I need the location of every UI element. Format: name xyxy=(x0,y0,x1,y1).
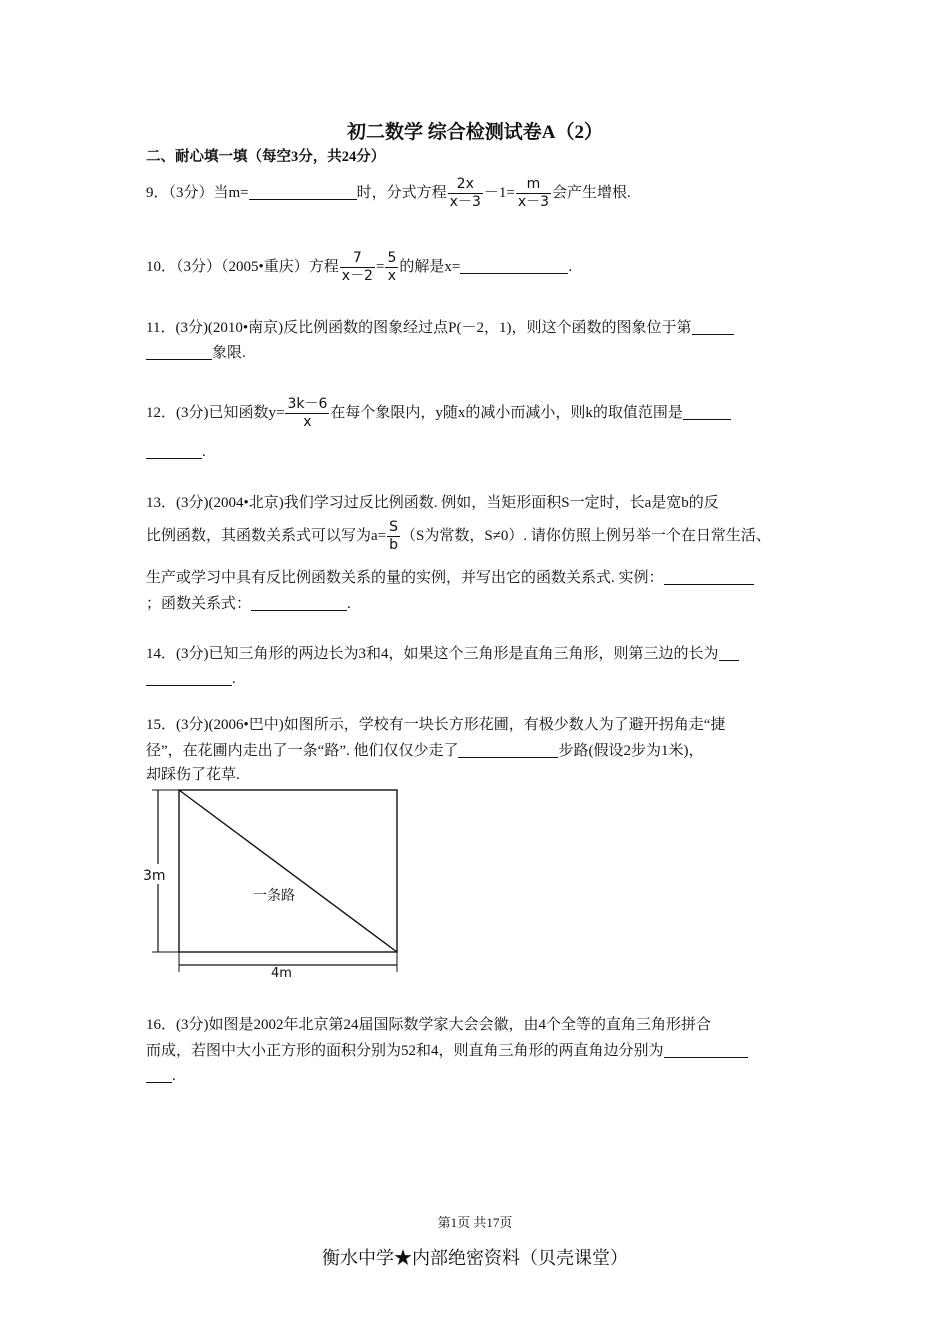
q12-line2-suffix: . xyxy=(202,444,206,460)
q15-line2-suffix: 步路(假设2步为1米)， xyxy=(558,743,704,759)
q14-text: 14．(3分)已知三角形的两边长为3和4，如果这个三角形是直角三角形，则第三边的长为 xyxy=(146,646,719,662)
q10-fraction-2 xyxy=(385,250,398,285)
question-11-line-1 xyxy=(146,317,734,339)
question-13-line-2 xyxy=(146,519,771,554)
question-12-line-2 xyxy=(146,441,206,463)
page-title: 初二数学 综合检测试卷A（2） xyxy=(347,122,603,143)
question-10 xyxy=(146,250,572,285)
q13-line4-prefix: ；函数关系式： xyxy=(146,596,252,612)
q12-suffix: 在每个象限内，y随x的减小而减小，则k的取值范围是 xyxy=(330,404,683,421)
q16-line2-text: 而成，若图中大小正方形的面积分别为52和4，则直角三角形的两直角边分别为 xyxy=(146,1043,664,1059)
q13-example-blank[interactable] xyxy=(664,568,754,585)
question-13-line-4 xyxy=(146,593,351,615)
q9-f2-denominator: x－3 xyxy=(517,194,550,210)
q12-prefix: 12．(3分)已知函数y= xyxy=(146,404,285,421)
q11-answer-blank-a[interactable] xyxy=(692,318,734,335)
question-16-line-3 xyxy=(146,1065,176,1087)
path-label: 一条路 xyxy=(253,888,295,904)
q9-f2-numerator: m xyxy=(516,176,551,194)
q14-answer-blank-a[interactable] xyxy=(719,644,739,661)
q9-mid: 时，分式方程 xyxy=(356,184,447,201)
q9-answer-blank[interactable] xyxy=(249,183,357,200)
q13-function-blank[interactable] xyxy=(251,594,347,611)
q10-suffix: . xyxy=(568,258,573,275)
footer-brand: 衡水中学★内部绝密资料（贝壳课堂） xyxy=(322,1248,628,1268)
q9-minus-one: －1= xyxy=(483,184,515,201)
q13-line2-prefix: 比例函数，其函数关系式可以写为a= xyxy=(146,527,387,544)
section-heading: 二、耐心填一填（每空3分，共24分） xyxy=(146,149,386,165)
question-13-line-1: 13．(3分)(2004•北京)我们学习过反比例函数. 例如，当矩形面积S一定时，长a是宽b的反 xyxy=(146,495,719,511)
q13-denominator: b xyxy=(389,537,399,553)
question-11-line-2 xyxy=(146,342,246,364)
q12-numerator: 3k－6 xyxy=(287,396,328,412)
q14-suffix: . xyxy=(232,671,236,687)
q9-f1-denominator: x－3 xyxy=(449,194,481,210)
diagonal-path xyxy=(179,790,397,952)
question-12-line-1 xyxy=(146,396,731,431)
q9-prefix: 9．（3分）当m= xyxy=(146,184,249,201)
question-16-line-2 xyxy=(146,1040,748,1062)
q12-denominator: x xyxy=(303,414,312,430)
q12-fraction xyxy=(285,396,329,431)
q11-answer-blank-b[interactable] xyxy=(146,343,212,360)
q9-f1-numerator: 2x xyxy=(448,176,483,194)
garden-figure xyxy=(140,782,410,980)
q10-f2-numerator: 5 xyxy=(387,250,397,266)
q10-answer-blank[interactable] xyxy=(460,257,568,274)
question-9 xyxy=(146,176,631,211)
q10-f1-denominator: x－2 xyxy=(341,268,373,284)
q9-fraction-1 xyxy=(448,176,483,211)
question-15-line-3: 却踩伤了花草. xyxy=(146,767,240,783)
q14-answer-blank-b[interactable] xyxy=(146,669,232,686)
q11-text: 11．(3分)(2010•南京)反比例函数的图象经过点P(－2，1)，则这个函数的图象位于第 xyxy=(146,320,692,336)
q10-prefix: 10．（3分）（2005•重庆）方程 xyxy=(146,258,339,275)
q11-suffix: 象限. xyxy=(212,345,246,361)
question-16-line-1: 16．(3分)如图是2002年北京第24届国际数学家大会会徽，由4个全等的直角三角形拼合 xyxy=(146,1017,711,1033)
q13-numerator: S xyxy=(389,519,399,535)
q15-line2-prefix: 径”，在花圃内走出了一条“路”. 他们仅仅少走了 xyxy=(146,743,459,759)
question-15-line-1: 15．(3分)(2006•巴中)如图所示，学校有一块长方形花圃，有极少数人为了避开拐角走“捷 xyxy=(146,717,726,733)
q13-line2-suffix: （S为常数，S≠0）. 请你仿照上例另举一个在日常生活、 xyxy=(401,527,771,544)
q10-mid: 的解是x= xyxy=(399,258,461,275)
q12-answer-blank-b[interactable] xyxy=(146,442,202,459)
q15-answer-blank[interactable] xyxy=(458,741,558,758)
q16-suffix: . xyxy=(172,1068,176,1084)
q9-fraction-2 xyxy=(516,176,551,211)
q16-answer-blank-b[interactable] xyxy=(146,1066,172,1083)
page-number: 第1页 共17页 xyxy=(437,1215,513,1230)
q13-line3-text: 生产或学习中具有反比例函数关系的量的实例，并写出它的函数关系式. 实例： xyxy=(146,570,664,586)
q10-equals: = xyxy=(375,258,385,275)
question-15-line-2 xyxy=(146,740,703,762)
width-label: 4m xyxy=(271,966,292,980)
q10-f2-denominator: x xyxy=(387,268,397,284)
height-label: 3m xyxy=(143,868,166,884)
question-13-line-3 xyxy=(146,567,754,589)
question-14-line-2 xyxy=(146,668,236,690)
q13-fraction xyxy=(387,519,400,554)
q9-suffix: 会产生增根. xyxy=(552,184,631,201)
question-14-line-1 xyxy=(146,643,739,665)
q10-f1-numerator: 7 xyxy=(340,250,375,268)
q10-fraction-1 xyxy=(340,250,375,285)
q16-answer-blank-a[interactable] xyxy=(664,1041,748,1058)
q13-line4-suffix: . xyxy=(347,596,351,612)
q12-answer-blank-a[interactable] xyxy=(683,403,731,420)
